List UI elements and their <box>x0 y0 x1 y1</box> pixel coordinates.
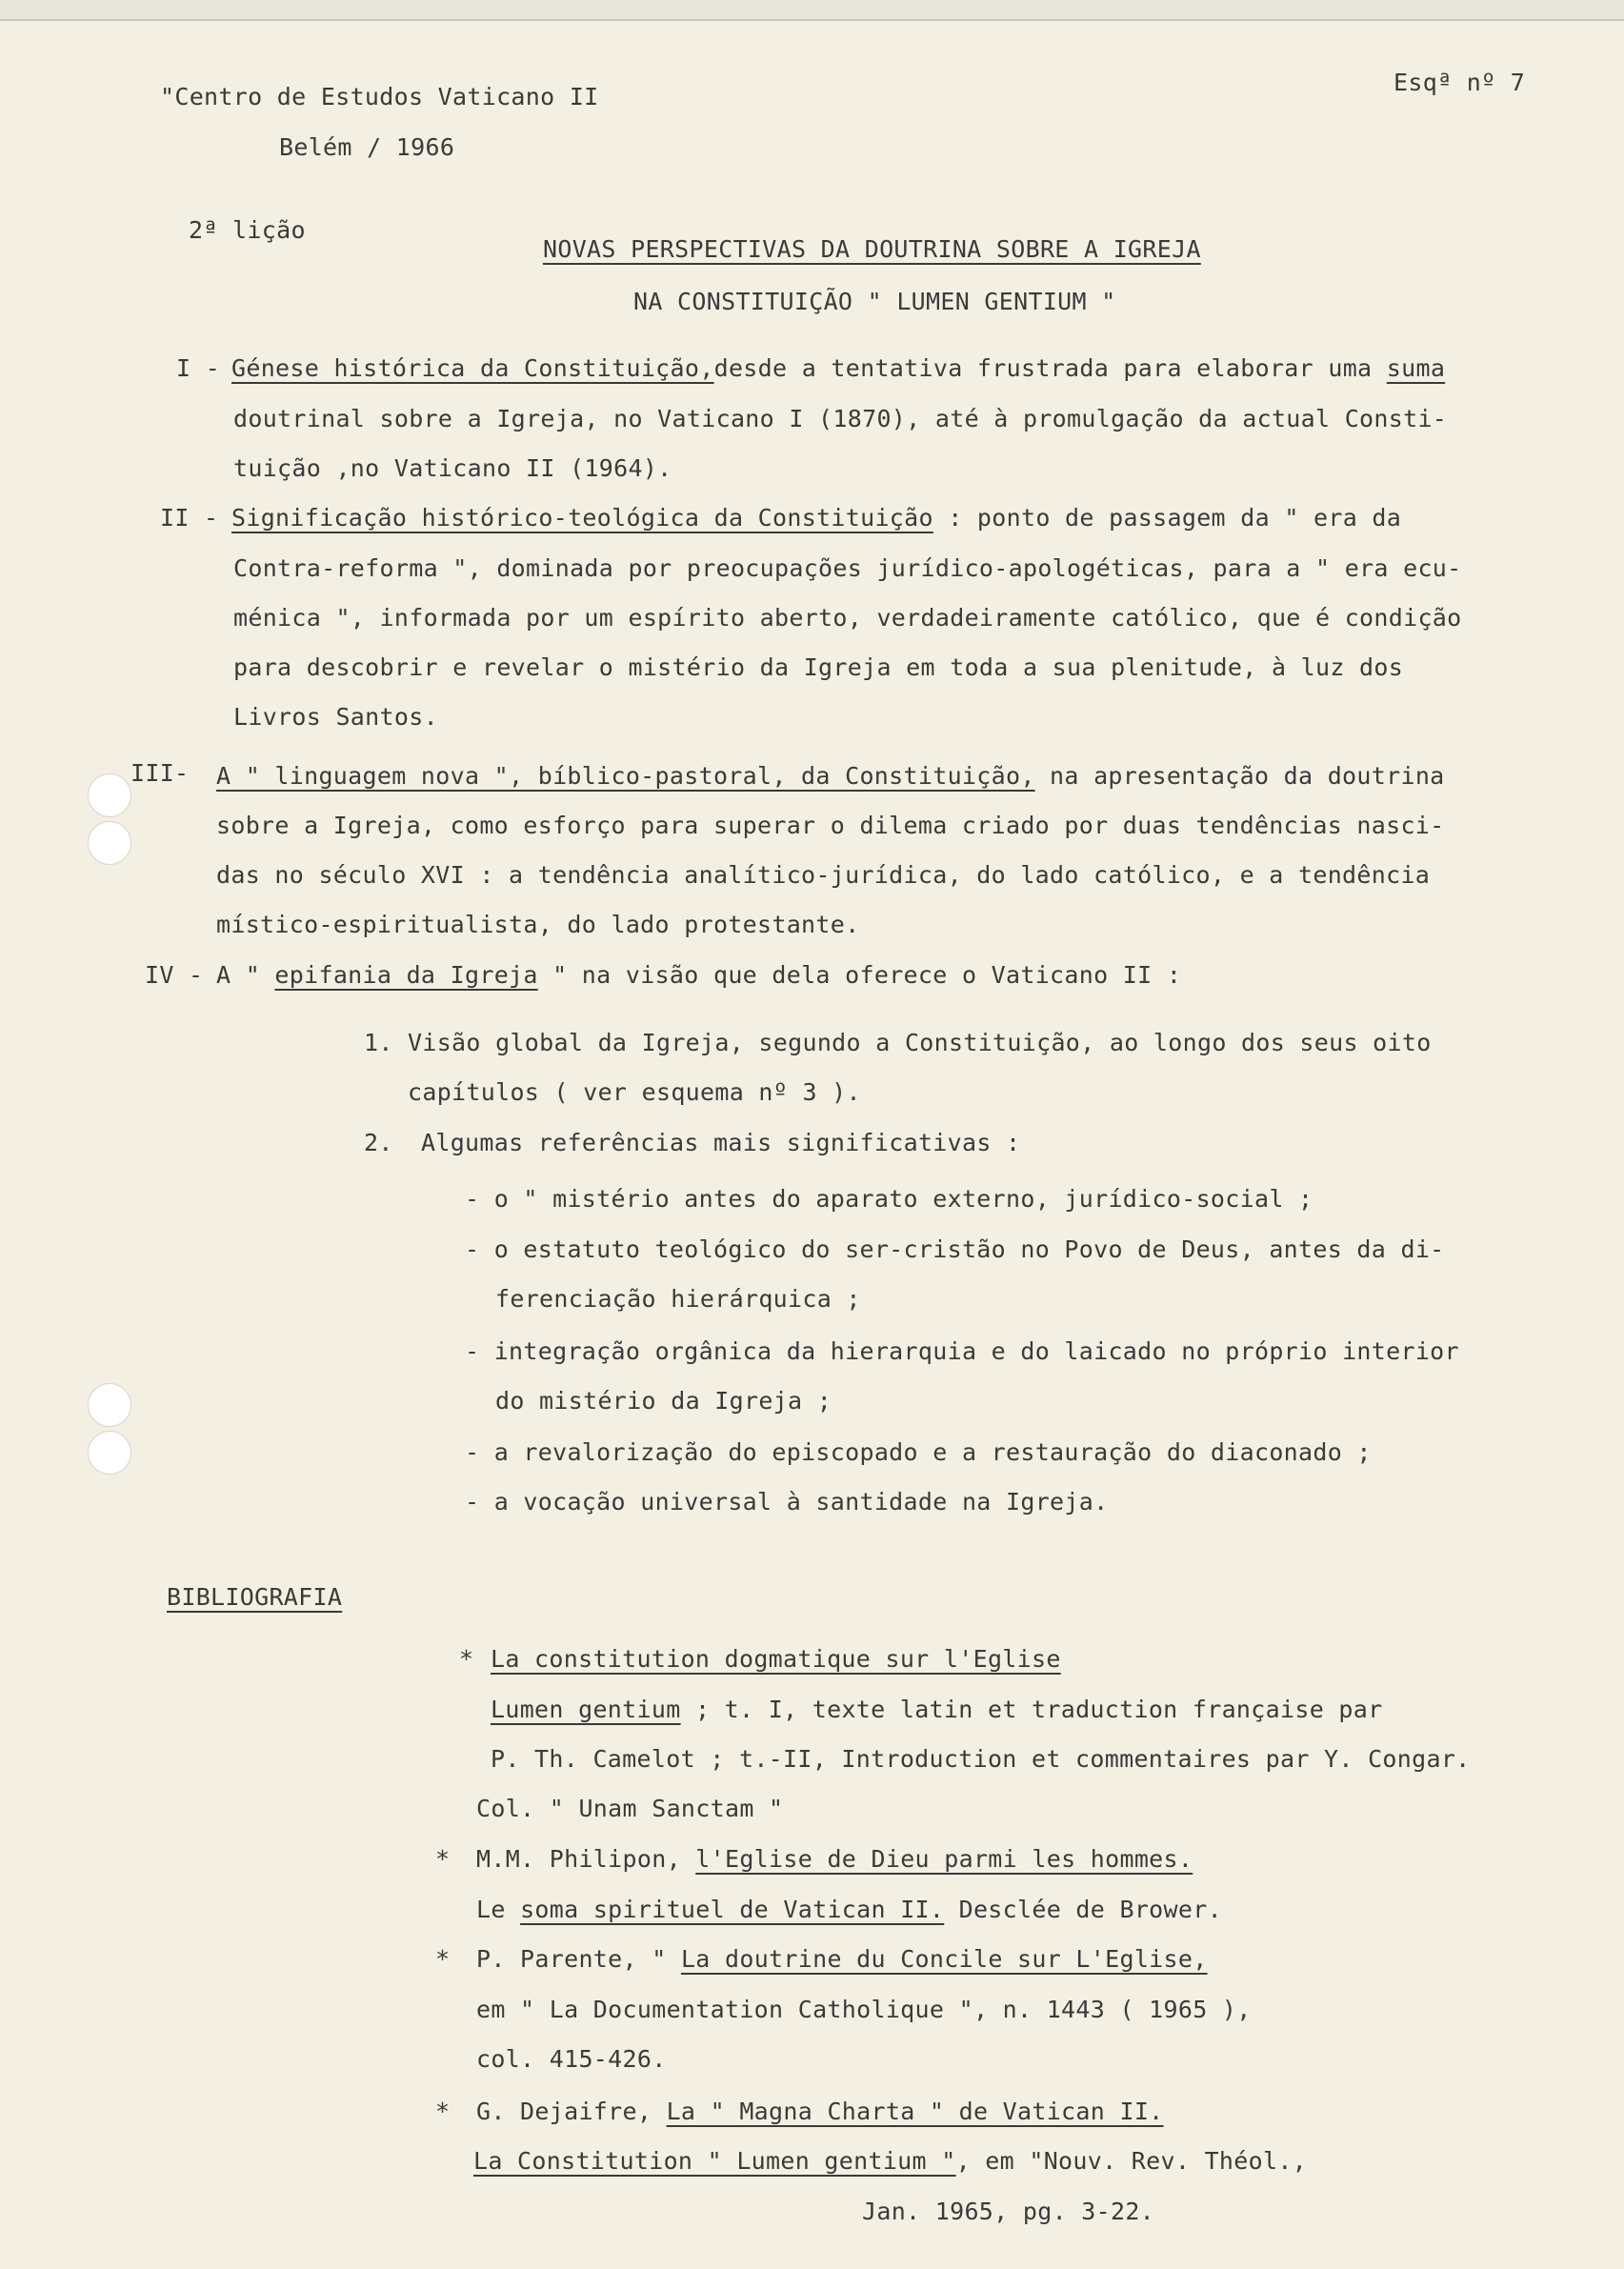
section-1-line-2: doutrinal sobre a Igreja, no Vaticano I (1870), até à promulgação da actual Consti- <box>233 405 1448 432</box>
bibliography-heading: BIBLIOGRAFIA <box>167 1583 343 1611</box>
bib-3-line-3: col. 415-426. <box>476 2045 667 2073</box>
section-2-line-1: Significação histórico-teológica da Constituição : ponto de passagem da " era da <box>231 504 1402 532</box>
bib-4-line-1 <box>476 2098 1164 2126</box>
header-reference: Esqª nº 7 <box>1393 69 1526 96</box>
section-3-line-3: das no século XVI : a tendência analítico-jurídica, do lado católico, e a tendência <box>216 861 1431 889</box>
point-2-number: 2. <box>364 1129 393 1156</box>
section-1-heading: Génese histórica da Constituição, <box>231 354 714 382</box>
point-1-line-1: Visão global da Igreja, segundo a Constituição, ao longo dos seus oito <box>408 1029 1432 1056</box>
punch-hole <box>88 821 131 865</box>
bib-2-star: * <box>435 1845 451 1873</box>
bib-1-line-3: P. Th. Camelot ; t.-II, Introduction et commentaires par Y. Congar. <box>491 1745 1471 1773</box>
header-organization: "Centro de Estudos Vaticano II <box>160 83 599 110</box>
section-4-numeral: IV - <box>145 961 204 989</box>
lesson-label: 2ª lição <box>189 216 306 244</box>
bib-1-title: La constitution dogmatique sur l'Eglise <box>491 1645 1061 1673</box>
point-1-line-2: capítulos ( ver esquema nº 3 ). <box>408 1078 861 1106</box>
bib-1-line-4: Col. " Unam Sanctam " <box>476 1795 784 1822</box>
bullet-3-line-1: - integração orgânica da hierarquia e do laicado no próprio interior <box>465 1337 1459 1365</box>
document-page <box>0 19 1624 2269</box>
section-3-line-4: místico-espiritualista, do lado protestante. <box>216 911 860 938</box>
section-1-line-1: Génese histórica da Constituição,desde a tentativa frustrada para elaborar uma suma <box>231 354 1446 382</box>
section-2-heading: Significação histórico-teológica da Constituição <box>231 504 933 532</box>
bib-4-star: * <box>435 2098 451 2125</box>
bib-3-line-2: em " La Documentation Catholique ", n. 1443 ( 1965 ), <box>476 1996 1252 2023</box>
title-line-1: NOVAS PERSPECTIVAS DA DOUTRINA SOBRE A IGREJA <box>543 235 1201 263</box>
bullet-2-line-2: ferenciação hierárquica ; <box>495 1285 861 1313</box>
section-3-numeral: III- <box>130 759 190 787</box>
punch-hole <box>88 1383 131 1427</box>
bib-3-line-1 <box>476 1945 1208 1974</box>
punch-hole <box>88 773 131 817</box>
section-1-numeral: I - <box>176 354 221 382</box>
bib-2-line-1 <box>476 1845 1193 1874</box>
bib-2-line-2: Le soma spirituel de Vatican II. Desclée de Brower. <box>476 1896 1222 1923</box>
bib-3-star: * <box>435 1945 451 1973</box>
section-3-heading: A " linguagem nova ", bíblico-pastoral, da Constituição, <box>216 762 1035 790</box>
bullet-4: - a revalorização do episcopado e a restauração do diaconado ; <box>465 1438 1372 1466</box>
punch-hole <box>88 1431 131 1475</box>
bib-3-title: La doutrine du Concile sur L'Eglise, <box>680 1945 1208 1973</box>
bib-1-line-2: Lumen gentium ; t. I, texte latin et traduction française par <box>491 1696 1383 1723</box>
section-4-heading: epifania da Igreja <box>274 961 538 989</box>
section-4-line-1: A " epifania da Igreja " na visão que dela oferece o Vaticano II : <box>216 961 1182 989</box>
section-2-line-5: Livros Santos. <box>233 703 438 731</box>
bullet-1: - o " mistério antes do aparato externo, jurídico-social ; <box>465 1185 1313 1213</box>
bullet-5: - a vocação universal à santidade na Igreja. <box>465 1488 1109 1516</box>
point-2-line-1: Algumas referências mais significativas : <box>421 1129 1021 1156</box>
header-place-date: Belém / 1966 <box>279 133 455 161</box>
section-2-line-3: ménica ", informada por um espírito aberto, verdadeiramente católico, que é condição <box>233 604 1462 632</box>
bullet-3-line-2: do mistério da Igreja ; <box>495 1387 832 1415</box>
bib-2-title: l'Eglise de Dieu parmi les hommes. <box>695 1845 1193 1873</box>
bullet-2-line-1: - o estatuto teológico do ser-cristão no Povo de Deus, antes da di- <box>465 1235 1445 1263</box>
section-2-numeral: II - <box>160 504 219 532</box>
title-line-2: NA CONSTITUIÇÃO " LUMEN GENTIUM " <box>633 288 1116 315</box>
section-2-line-2: Contra-reforma ", dominada por preocupações jurídico-apologéticas, para a " era ecu- <box>233 554 1462 582</box>
bib-4-line-3: Jan. 1965, pg. 3-22. <box>862 2198 1155 2225</box>
section-1-line-3: tuição ,no Vaticano II (1964). <box>233 454 672 482</box>
section-3-line-1: A " linguagem nova ", bíblico-pastoral, da Constituição, na apresentação da doutrina <box>216 762 1445 790</box>
bib-1-star: * <box>459 1645 474 1673</box>
point-1-number: 1. <box>364 1029 393 1056</box>
bib-4-author: G. Dejaifre, <box>476 2098 652 2125</box>
bib-4-title: La " Magna Charta " de Vatican II. <box>666 2098 1164 2125</box>
section-2-line-4: para descobrir e revelar o mistério da Igreja em toda a sua plenitude, à luz dos <box>233 653 1404 681</box>
bib-2-author: M.M. Philipon, <box>476 1845 681 1873</box>
section-3-line-2: sobre a Igreja, como esforço para superar o dilema criado por duas tendências nasci- <box>216 812 1445 839</box>
bib-3-author: P. Parente, " <box>476 1945 667 1973</box>
bib-4-line-2: La Constitution " Lumen gentium ", em "Nouv. Rev. Théol., <box>473 2147 1308 2175</box>
